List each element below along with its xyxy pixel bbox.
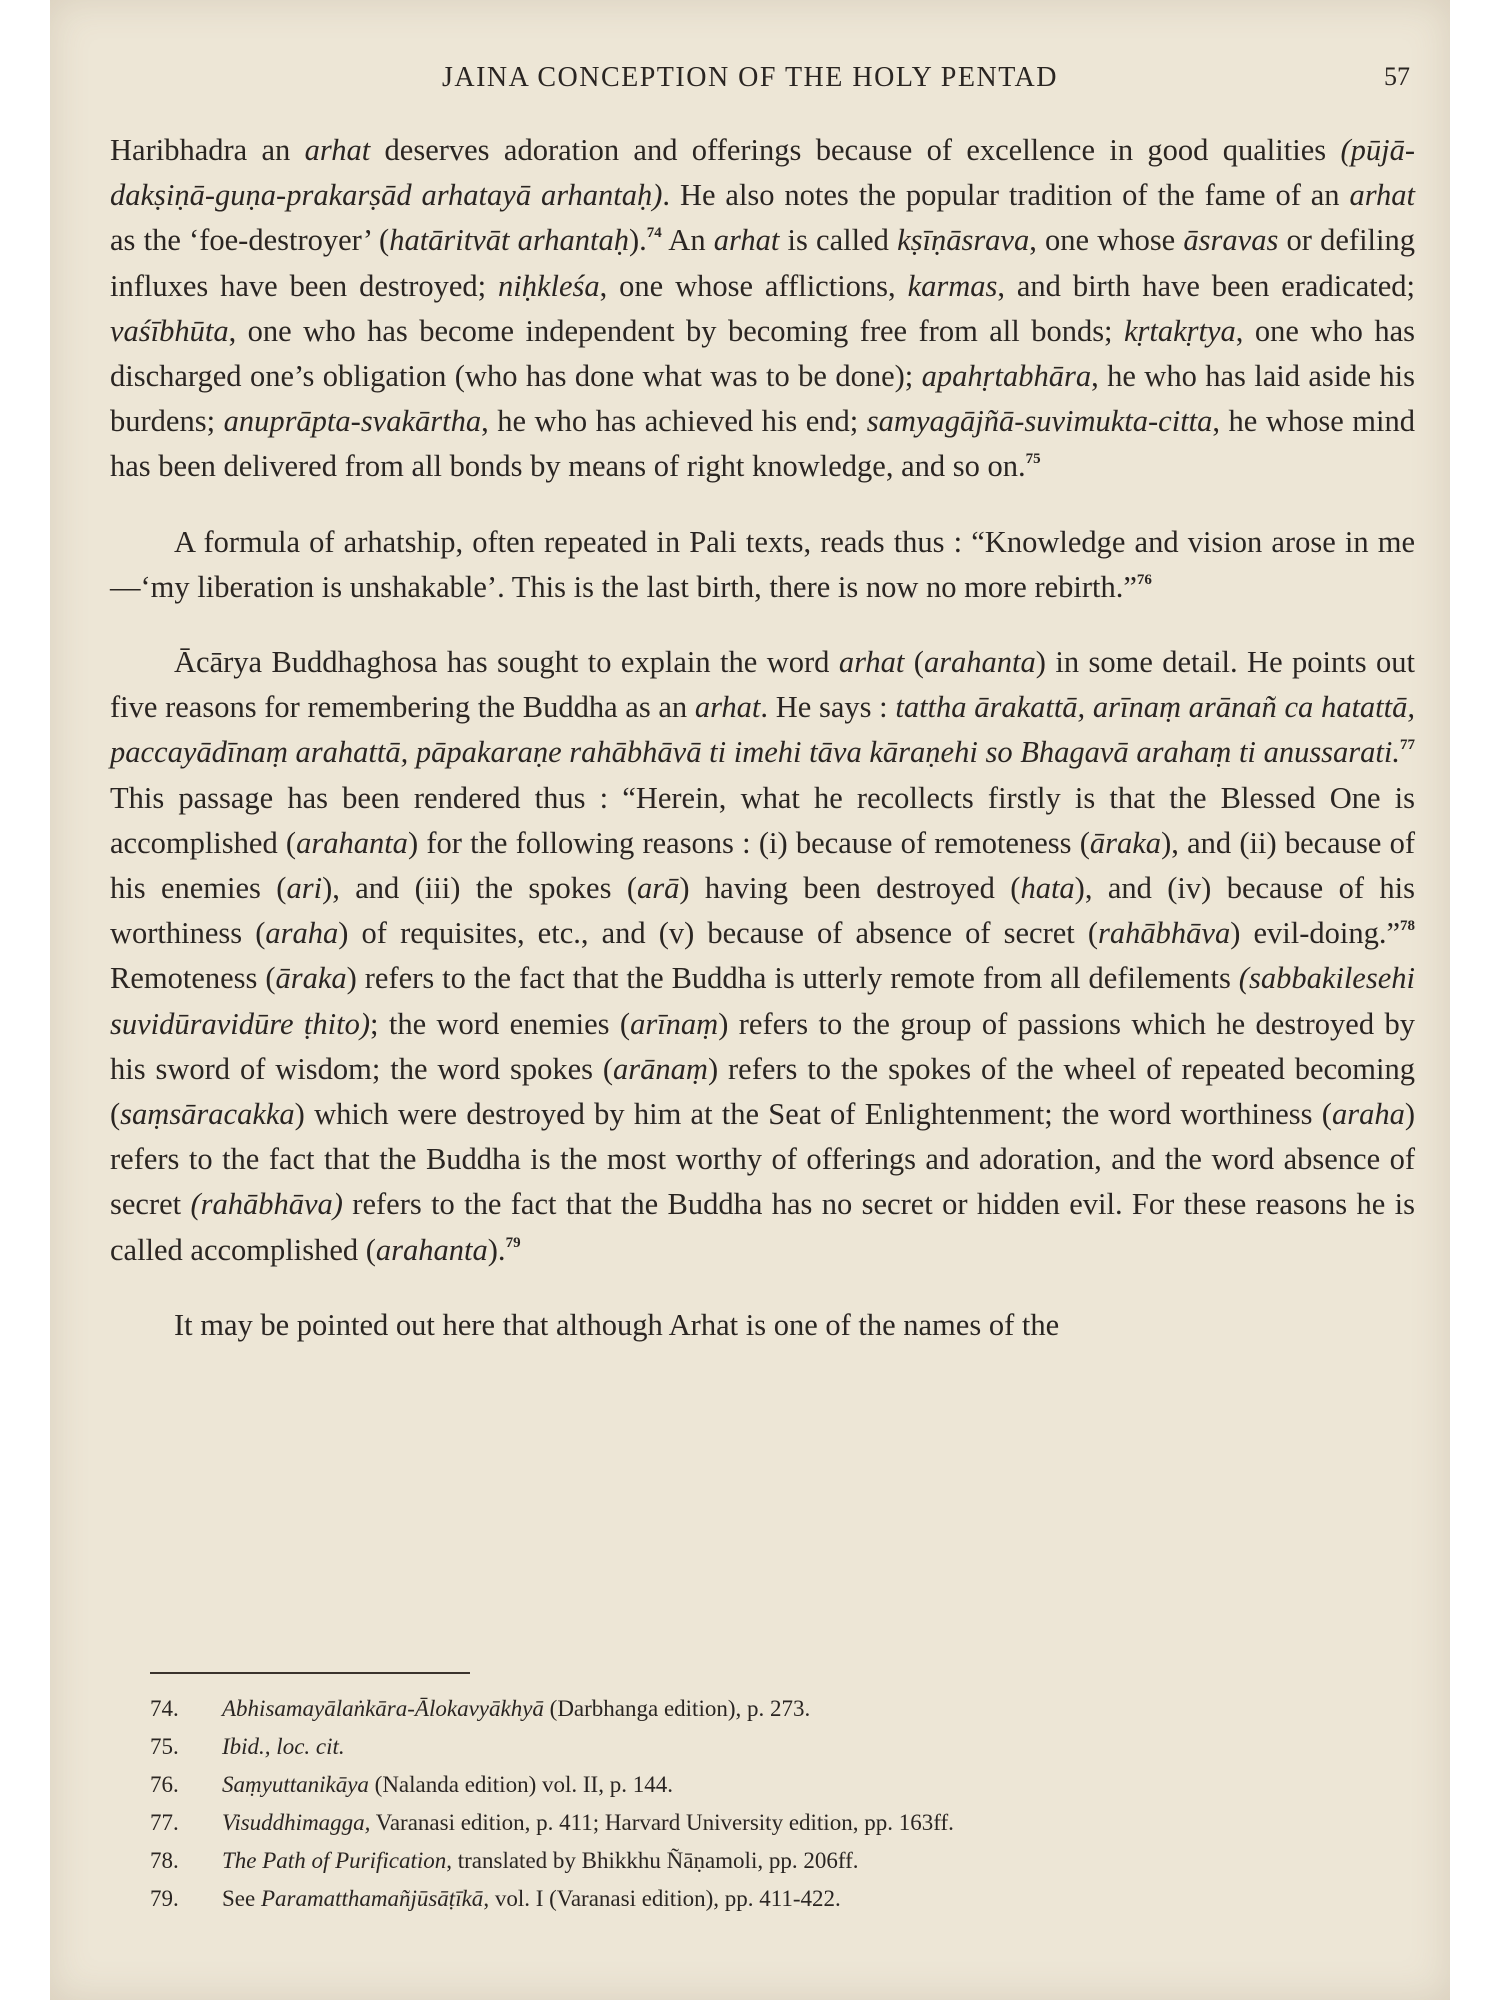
footnote-reference: 77 xyxy=(1400,737,1415,754)
italic-term: niḥkleśa xyxy=(498,268,600,303)
footnote-number: 77. xyxy=(150,1810,179,1835)
text-run: , translated by Bhikkhu Ñāṇamoli, pp. 206ff. xyxy=(446,1848,859,1873)
page-header xyxy=(50,62,1450,102)
text-run: is called xyxy=(779,223,898,258)
italic-term: arahanta xyxy=(296,825,408,860)
italic-term: kṣīṇāsrava xyxy=(897,223,1030,258)
text-run: ) evil-doing.” xyxy=(1230,916,1400,951)
italic-term: (rahābhāva) xyxy=(190,1187,343,1222)
text-run: ) refers to the group of passions which he destroyed by his sword of wisdom; the word spokes ( xyxy=(110,1006,1415,1086)
text-run: ) in some detail. He points out five reasons for remembering the Buddha as an xyxy=(110,645,1415,725)
text-run: ), and (iv) because of his worthiness ( xyxy=(110,871,1415,951)
text-run: ) refers to the fact that the Buddha is utterly remote from all defilements xyxy=(346,961,1239,996)
text-run: , one who has become independent by becoming free from all bonds; xyxy=(228,313,1124,348)
text-run: ), and (iii) the spokes ( xyxy=(322,871,638,906)
book-page xyxy=(50,0,1450,2000)
paragraph xyxy=(110,640,1415,1273)
footnote-text xyxy=(222,1842,859,1880)
italic-term: arahanta xyxy=(923,645,1036,680)
italic-term: anuprāpta-svakārtha xyxy=(223,404,482,439)
footnote xyxy=(150,1766,1430,1804)
text-run: This passage has been rendered thus : “Herein, what he recollects firstly is that the Blessed One is accomplished ( xyxy=(110,780,1415,860)
text-run: , one who has discharged one’s obligation (who has done what was to be done); xyxy=(110,313,1415,394)
footnote-divider xyxy=(150,1672,470,1674)
footnote xyxy=(150,1690,1430,1728)
text-run: , he who has laid aside his burdens; xyxy=(110,359,1416,439)
text-run: Remoteness ( xyxy=(110,961,276,996)
text-run: ) which were destroyed by him at the Seat of Enlightenment; the word worthiness ( xyxy=(294,1097,1332,1132)
italic-term: kṛtakṛtya xyxy=(1123,313,1236,348)
italic-term: arhat xyxy=(1349,178,1415,213)
text-run: ) having been destroyed ( xyxy=(679,871,1021,906)
text-run: See xyxy=(222,1886,261,1911)
paragraph xyxy=(110,520,1415,610)
text-run: ), and (ii) because of his enemies ( xyxy=(110,825,1416,906)
footnote-number: 78. xyxy=(150,1848,179,1873)
text-run: deserves adoration and offerings because of excellence in good qualities xyxy=(370,133,1341,167)
text-run: ) refers to the fact that the Buddha is the most worthy of offerings and adoration, and the word absence of secret xyxy=(110,1097,1415,1222)
text-run: It may be pointed out here that although Arhat is one of the names of the xyxy=(174,1307,1060,1342)
italic-term: samyagājñā-suvimukta-citta xyxy=(866,404,1213,439)
italic-term: vaśībhūta xyxy=(110,313,229,348)
italic-term: arānaṃ xyxy=(613,1051,708,1086)
footnote-text xyxy=(222,1766,673,1804)
paragraph xyxy=(110,128,1415,490)
italic-term: ari xyxy=(286,871,323,906)
italic-term: hata xyxy=(1020,871,1075,906)
italic-term: āraka xyxy=(275,961,347,996)
italic-term: āsravas xyxy=(1183,223,1279,258)
text-run: ( xyxy=(904,645,924,680)
text-run: (Darbhanga edition), p. 273. xyxy=(543,1696,811,1721)
running-title: JAINA CONCEPTION OF THE HOLY PENTAD xyxy=(441,62,1058,93)
italic-term: arahanta xyxy=(375,1232,488,1267)
italic-term: Visuddhimagga, xyxy=(222,1810,371,1835)
text-run: An xyxy=(661,223,714,258)
italic-term: (pūjā-dakṣiṇā-guṇa-prakarṣād arhatayā arhantaḥ) xyxy=(110,133,1415,213)
footnote xyxy=(150,1804,1430,1842)
text-run: or defiling influxes have been destroyed; xyxy=(110,223,1415,303)
body-text xyxy=(110,128,1415,1378)
text-run: Varanasi edition, p. 411; Harvard University edition, pp. 163ff. xyxy=(370,1810,954,1835)
text-run: , vol. I (Varanasi edition), pp. 411-422. xyxy=(483,1886,841,1911)
text-run: . He also notes the popular tradition of the fame of an xyxy=(662,178,1350,213)
footnote-reference: 78 xyxy=(1400,918,1415,935)
italic-term: arīnaṃ xyxy=(630,1006,719,1041)
text-run: , he whose mind has been delivered from all bonds by means of right knowledge, and so on. xyxy=(110,404,1415,484)
italic-term: karmas xyxy=(907,268,998,303)
text-run: Haribhadra an xyxy=(110,133,305,167)
footnote-reference: 75 xyxy=(1025,451,1041,468)
footnotes xyxy=(150,1690,1430,1918)
text-run: ). xyxy=(487,1232,506,1267)
footnote-number: 75. xyxy=(150,1734,179,1759)
text-run: ) refers to the spokes of the wheel of repeated becoming ( xyxy=(110,1051,1415,1132)
italic-term: Saṃyuttanikāya xyxy=(222,1772,369,1797)
footnote-number: 79. xyxy=(150,1886,179,1911)
italic-term: apahṛtabhāra xyxy=(921,359,1092,394)
text-run: , and birth have been eradicated; xyxy=(997,268,1415,303)
italic-term: rahābhāva xyxy=(1098,916,1231,951)
text-run: ) of requisites, etc., and (v) because of absence of secret ( xyxy=(338,916,1099,951)
text-run: . He says : xyxy=(760,690,896,725)
italic-term: Abhisamayālaṅkāra-Ālokavyākhyā xyxy=(222,1696,544,1721)
text-run: ) for the following reasons : (i) because of remoteness ( xyxy=(407,825,1090,860)
footnote-number: 74. xyxy=(150,1696,179,1721)
italic-term: tattha ārakattā, arīnaṃ arānañ ca hatattā, paccayādīnaṃ arahattā, pāpakaraṇe rahābhāvā ti imehi tāva kāraṇehi so Bhagavā arahaṃ ti anussarati. xyxy=(110,690,1415,770)
footnote-text xyxy=(222,1804,954,1842)
italic-term: saṃsāracakka xyxy=(120,1097,295,1132)
footnote-reference: 74 xyxy=(646,225,662,242)
page-number: 57 xyxy=(1384,62,1410,91)
paragraph xyxy=(110,1303,1415,1348)
italic-term: arā xyxy=(637,871,680,906)
footnote-text xyxy=(222,1728,345,1766)
footnote-reference: 79 xyxy=(505,1234,521,1251)
italic-term: Ibid., loc. cit. xyxy=(222,1734,345,1759)
italic-term: arhat xyxy=(713,223,780,258)
text-run: , one whose xyxy=(1029,223,1184,258)
italic-term: Paramatthamañjūsāṭīkā xyxy=(260,1886,484,1911)
footnote-number: 76. xyxy=(150,1772,179,1797)
italic-term: (sabbakilesehi suvidūravidūre ṭhito) xyxy=(110,961,1415,1041)
text-run: Ācārya Buddhaghosa has sought to explain the word xyxy=(174,645,839,680)
text-run: (Nalanda edition) vol. II, p. 144. xyxy=(368,1772,673,1797)
text-run: ; the word enemies ( xyxy=(370,1006,631,1041)
italic-term: hatāritvāt arhantaḥ xyxy=(389,223,629,258)
italic-term: araha xyxy=(265,916,339,951)
text-run: , one whose afflictions, xyxy=(599,268,908,303)
footnote xyxy=(150,1728,1430,1766)
italic-term: arhat xyxy=(304,133,371,167)
text-run: as the ‘foe-destroyer’ ( xyxy=(110,223,390,258)
italic-term: The Path of Purification xyxy=(222,1848,447,1873)
footnote xyxy=(150,1842,1430,1880)
italic-term: āraka xyxy=(1089,825,1162,860)
footnote-reference: 76 xyxy=(1136,571,1152,588)
footnote-text xyxy=(222,1880,841,1918)
footnote xyxy=(150,1880,1430,1918)
text-run: ). xyxy=(628,223,647,258)
text-run: A formula of arhatship, often repeated in Pali texts, reads thus : “Knowledge and vision arose in me—‘my liberation is unshakable’. This is the last birth, there is now no more rebirth.” xyxy=(110,524,1415,604)
text-run: , he who has achieved his end; xyxy=(481,404,867,439)
italic-term: arhat xyxy=(694,690,761,725)
italic-term: araha xyxy=(1331,1097,1405,1132)
italic-term: arhat xyxy=(838,645,905,680)
text-run: refers to the fact that the Buddha has no secret or hidden evil. For these reasons he is called accomplished ( xyxy=(110,1187,1415,1267)
footnote-text xyxy=(222,1690,810,1728)
